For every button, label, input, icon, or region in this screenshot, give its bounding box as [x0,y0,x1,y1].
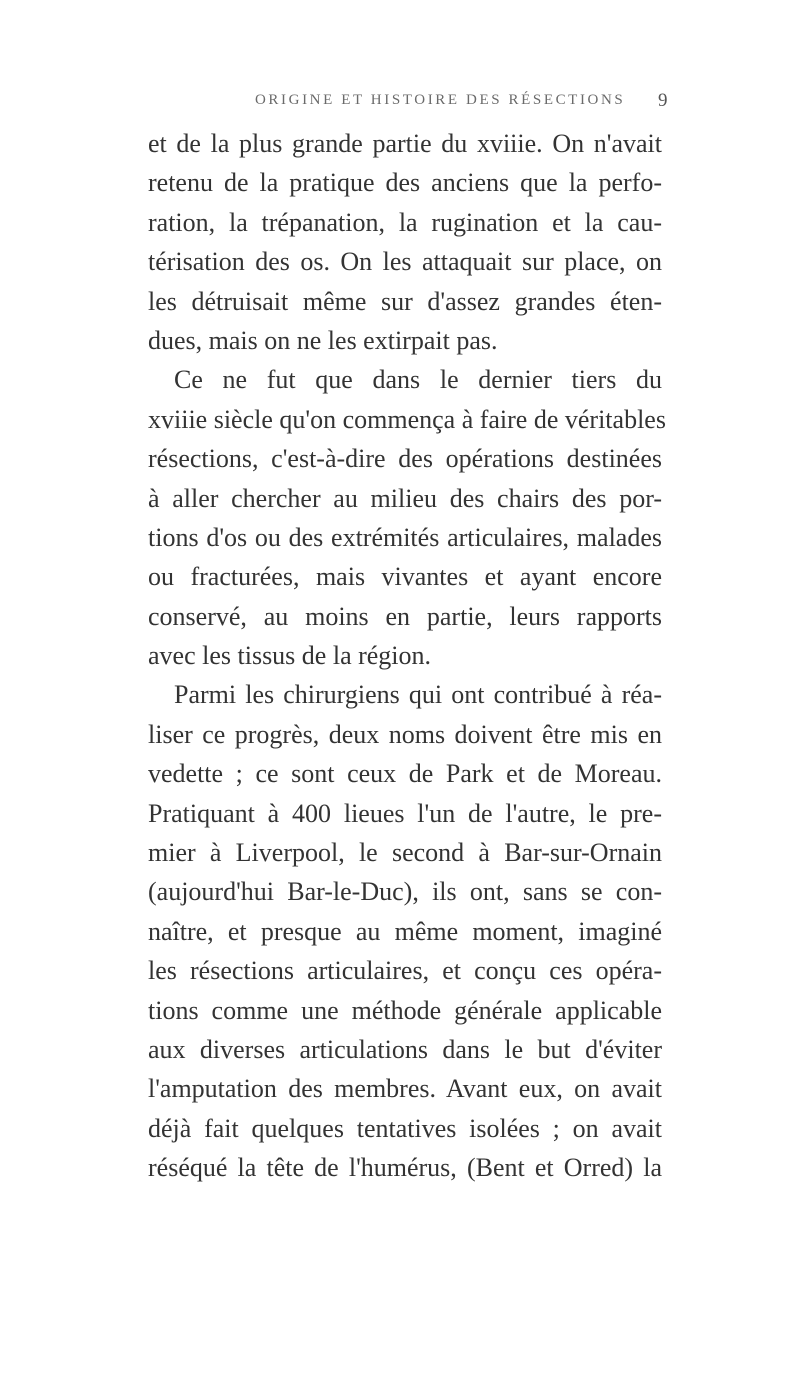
text-line: et de la plus grande partie du xviiie. On n'avait [148,129,662,158]
text-line: résections, c'est-à-dire des opérations destinées [148,444,662,474]
text-line: tions d'os ou des extrémités articulaires, malades [148,522,662,552]
paragraph-start-line: Parmi les chirurgiens qui ont contribué à réa- [174,680,662,710]
text-line: vedette ; ce sont ceux de Park et de Moreau. [148,759,662,789]
text-line: les détruisait même sur d'assez grandes éten- [148,286,662,316]
text-line: naître, et presque au même moment, imaginé [148,916,662,946]
text-line: Pratiquant à 400 lieues l'un de l'autre, le pre- [148,798,662,828]
running-header: ORIGINE ET HISTOIRE DES RÉSECTIONS [255,92,626,108]
paragraph-start-line: Ce ne fut que dans le dernier tiers du [174,365,662,395]
text-line: les résections articulaires, et conçu ces opéra- [148,956,662,986]
body-text [148,124,666,1188]
text-line: ration, la trépanation, la rugination et la cau- [148,207,662,237]
text-line: retenu de la pratique des anciens que la perfo- [148,168,662,198]
text-line: tions comme une méthode générale applicable [148,995,662,1025]
paragraph-end-line: dues, mais on ne les extirpait pas. [148,325,498,355]
text-line: térisation des os. On les attaquait sur place, on [148,247,662,277]
text-line: (aujourd'hui Bar-le-Duc), ils ont, sans se con- [148,877,662,907]
paragraph-end-line: avec les tissus de la région. [148,641,432,671]
text-line: aux diverses articulations dans le but d'éviter [148,1034,662,1064]
text-line: mier à Liverpool, le second à Bar-sur-Ornain [148,838,662,868]
text-line: réséqué la tête de l'humérus, (Bent et Orred) la [148,1153,662,1183]
text-line: xviiie siècle qu'on commença à faire de véritables [148,404,666,434]
text-line: conservé, au moins en partie, leurs rapports [148,601,662,631]
text-line: liser ce progrès, deux noms doivent être mis en [148,719,662,749]
text-line: à aller chercher au milieu des chairs des por- [148,483,662,513]
text-line: l'amputation des membres. Avant eux, on avait [148,1074,662,1104]
text-line: ou fracturées, mais vivantes et ayant encore [148,562,662,592]
text-line: déjà fait quelques tentatives isolées ; on avait [148,1113,662,1143]
page-number: 9 [658,90,668,111]
